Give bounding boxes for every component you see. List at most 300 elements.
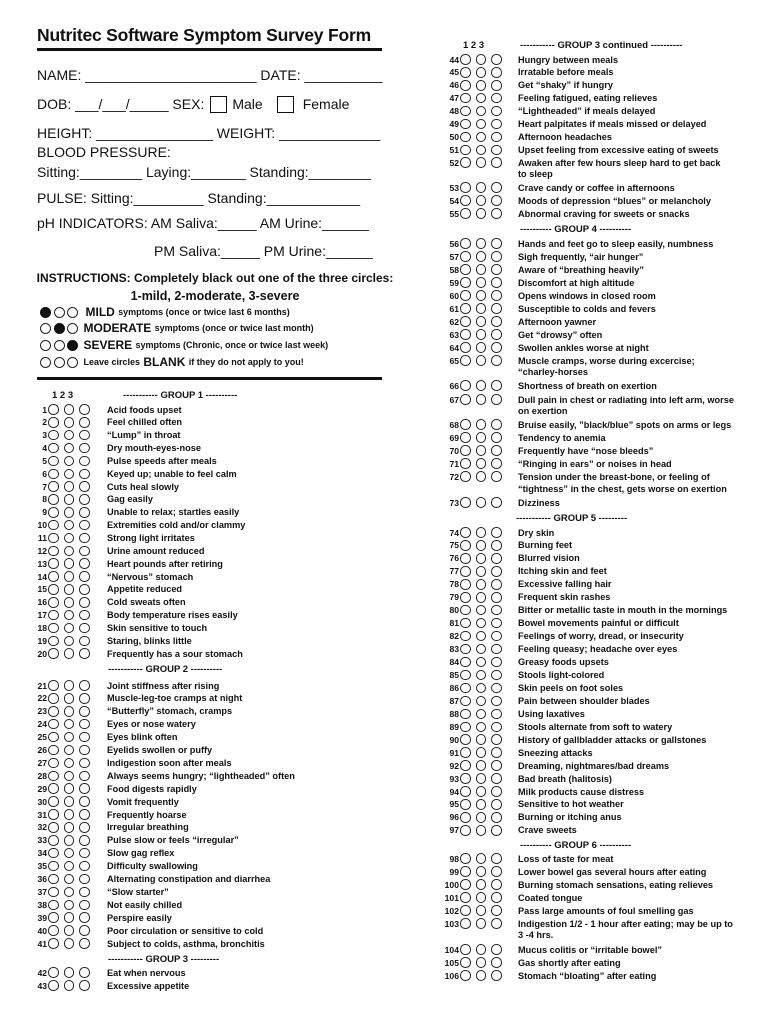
severity-1-radio[interactable]: [48, 520, 59, 531]
severity-2-radio[interactable]: [64, 558, 75, 569]
severity-1-radio[interactable]: [48, 597, 59, 608]
severity-3-radio[interactable]: [491, 445, 502, 456]
severity-1-radio[interactable]: [460, 182, 471, 193]
severity-3-radio[interactable]: [491, 355, 502, 366]
severity-1-radio[interactable]: [460, 644, 471, 655]
severity-1-radio[interactable]: [48, 783, 59, 794]
severity-1-radio[interactable]: [48, 443, 59, 454]
severity-1-radio[interactable]: [48, 494, 59, 505]
severity-1-radio[interactable]: [48, 809, 59, 820]
severity-1-radio[interactable]: [460, 553, 471, 564]
severity-1-radio[interactable]: [48, 584, 59, 595]
severity-3-radio[interactable]: [79, 456, 90, 467]
severity-2-radio[interactable]: [476, 631, 487, 642]
severity-3-radio[interactable]: [491, 329, 502, 340]
severity-1-radio[interactable]: [460, 380, 471, 391]
severity-1-radio[interactable]: [460, 722, 471, 733]
ph-pm-field[interactable]: PM Saliva:_____ PM Urine:______: [154, 243, 373, 259]
severity-3-radio[interactable]: [79, 507, 90, 518]
severity-1-radio[interactable]: [460, 394, 471, 405]
severity-3-radio[interactable]: [79, 771, 90, 782]
severity-2-radio[interactable]: [64, 546, 75, 557]
severity-2-radio[interactable]: [476, 683, 487, 694]
severity-1-radio[interactable]: [460, 303, 471, 314]
blood-pressure-field[interactable]: Sitting:________ Laying:_______ Standing:________: [37, 164, 371, 180]
severity-1-radio[interactable]: [460, 458, 471, 469]
severity-1-radio[interactable]: [460, 540, 471, 551]
severity-1-radio[interactable]: [48, 693, 59, 704]
severity-1-radio[interactable]: [48, 835, 59, 846]
severity-3-radio[interactable]: [79, 783, 90, 794]
severity-2-radio[interactable]: [64, 912, 75, 923]
severity-3-radio[interactable]: [79, 887, 90, 898]
severity-2-radio[interactable]: [64, 848, 75, 859]
severity-2-radio[interactable]: [64, 456, 75, 467]
severity-2-radio[interactable]: [476, 303, 487, 314]
severity-2-radio[interactable]: [476, 709, 487, 720]
severity-2-radio[interactable]: [476, 566, 487, 577]
severity-3-radio[interactable]: [79, 584, 90, 595]
severity-2-radio[interactable]: [476, 329, 487, 340]
severity-3-radio[interactable]: [79, 571, 90, 582]
severity-2-radio[interactable]: [64, 745, 75, 756]
severity-2-radio[interactable]: [64, 494, 75, 505]
severity-2-radio[interactable]: [476, 618, 487, 629]
severity-2-radio[interactable]: [476, 394, 487, 405]
severity-1-radio[interactable]: [48, 719, 59, 730]
severity-3-radio[interactable]: [491, 905, 502, 916]
severity-3-radio[interactable]: [491, 182, 502, 193]
severity-1-radio[interactable]: [48, 430, 59, 441]
severity-2-radio[interactable]: [64, 597, 75, 608]
severity-3-radio[interactable]: [491, 290, 502, 301]
male-checkbox[interactable]: [210, 96, 227, 113]
severity-2-radio[interactable]: [476, 106, 487, 117]
severity-1-radio[interactable]: [460, 355, 471, 366]
severity-3-radio[interactable]: [491, 918, 502, 929]
severity-2-radio[interactable]: [476, 182, 487, 193]
severity-1-radio[interactable]: [48, 745, 59, 756]
severity-3-radio[interactable]: [491, 825, 502, 836]
severity-1-radio[interactable]: [460, 670, 471, 681]
severity-2-radio[interactable]: [476, 696, 487, 707]
severity-2-radio[interactable]: [476, 905, 487, 916]
severity-3-radio[interactable]: [491, 631, 502, 642]
severity-3-radio[interactable]: [79, 822, 90, 833]
severity-2-radio[interactable]: [64, 481, 75, 492]
severity-1-radio[interactable]: [460, 734, 471, 745]
severity-3-radio[interactable]: [491, 773, 502, 784]
severity-2-radio[interactable]: [64, 520, 75, 531]
severity-3-radio[interactable]: [79, 417, 90, 428]
severity-1-radio[interactable]: [460, 119, 471, 130]
severity-2-radio[interactable]: [64, 900, 75, 911]
severity-2-radio[interactable]: [476, 157, 487, 168]
severity-1-radio[interactable]: [48, 648, 59, 659]
severity-2-radio[interactable]: [64, 887, 75, 898]
severity-2-radio[interactable]: [64, 822, 75, 833]
severity-2-radio[interactable]: [476, 251, 487, 262]
severity-1-radio[interactable]: [48, 507, 59, 518]
severity-3-radio[interactable]: [491, 106, 502, 117]
severity-3-radio[interactable]: [491, 722, 502, 733]
severity-1-radio[interactable]: [460, 106, 471, 117]
severity-2-radio[interactable]: [64, 874, 75, 885]
severity-1-radio[interactable]: [460, 696, 471, 707]
severity-2-radio[interactable]: [476, 80, 487, 91]
severity-2-radio[interactable]: [64, 584, 75, 595]
severity-2-radio[interactable]: [476, 644, 487, 655]
severity-3-radio[interactable]: [491, 892, 502, 903]
severity-1-radio[interactable]: [460, 471, 471, 482]
severity-1-radio[interactable]: [48, 900, 59, 911]
severity-3-radio[interactable]: [491, 251, 502, 262]
severity-1-radio[interactable]: [460, 812, 471, 823]
severity-3-radio[interactable]: [491, 786, 502, 797]
severity-3-radio[interactable]: [491, 458, 502, 469]
severity-2-radio[interactable]: [64, 938, 75, 949]
severity-2-radio[interactable]: [64, 719, 75, 730]
severity-1-radio[interactable]: [460, 799, 471, 810]
severity-3-radio[interactable]: [79, 706, 90, 717]
severity-1-radio[interactable]: [460, 527, 471, 538]
severity-1-radio[interactable]: [460, 657, 471, 668]
severity-2-radio[interactable]: [476, 145, 487, 156]
severity-1-radio[interactable]: [48, 796, 59, 807]
height-weight-field[interactable]: HEIGHT: _______________ WEIGHT: _____________: [37, 125, 381, 141]
severity-2-radio[interactable]: [64, 967, 75, 978]
severity-2-radio[interactable]: [476, 879, 487, 890]
severity-2-radio[interactable]: [64, 693, 75, 704]
severity-1-radio[interactable]: [460, 747, 471, 758]
severity-1-radio[interactable]: [48, 417, 59, 428]
severity-3-radio[interactable]: [491, 957, 502, 968]
severity-1-radio[interactable]: [48, 925, 59, 936]
severity-3-radio[interactable]: [79, 481, 90, 492]
severity-2-radio[interactable]: [64, 809, 75, 820]
severity-3-radio[interactable]: [491, 566, 502, 577]
female-checkbox[interactable]: [277, 96, 294, 113]
severity-3-radio[interactable]: [79, 912, 90, 923]
severity-3-radio[interactable]: [79, 967, 90, 978]
severity-2-radio[interactable]: [476, 238, 487, 249]
severity-3-radio[interactable]: [491, 734, 502, 745]
severity-2-radio[interactable]: [476, 471, 487, 482]
severity-1-radio[interactable]: [460, 786, 471, 797]
severity-3-radio[interactable]: [491, 54, 502, 65]
severity-1-radio[interactable]: [48, 771, 59, 782]
severity-3-radio[interactable]: [79, 533, 90, 544]
severity-2-radio[interactable]: [64, 417, 75, 428]
severity-2-radio[interactable]: [476, 54, 487, 65]
severity-2-radio[interactable]: [476, 527, 487, 538]
severity-3-radio[interactable]: [79, 980, 90, 991]
severity-3-radio[interactable]: [79, 874, 90, 885]
severity-3-radio[interactable]: [491, 799, 502, 810]
severity-1-radio[interactable]: [460, 944, 471, 955]
severity-3-radio[interactable]: [491, 145, 502, 156]
pulse-field[interactable]: PULSE: Sitting:_________ Standing:____________: [37, 190, 361, 206]
severity-2-radio[interactable]: [476, 342, 487, 353]
severity-2-radio[interactable]: [476, 432, 487, 443]
severity-3-radio[interactable]: [79, 745, 90, 756]
severity-1-radio[interactable]: [48, 533, 59, 544]
severity-2-radio[interactable]: [476, 773, 487, 784]
severity-2-radio[interactable]: [64, 404, 75, 415]
severity-1-radio[interactable]: [48, 758, 59, 769]
severity-1-radio[interactable]: [48, 938, 59, 949]
severity-1-radio[interactable]: [48, 610, 59, 621]
severity-3-radio[interactable]: [79, 648, 90, 659]
severity-1-radio[interactable]: [460, 879, 471, 890]
severity-3-radio[interactable]: [491, 605, 502, 616]
severity-1-radio[interactable]: [460, 957, 471, 968]
severity-3-radio[interactable]: [491, 696, 502, 707]
severity-2-radio[interactable]: [64, 610, 75, 621]
severity-2-radio[interactable]: [476, 734, 487, 745]
severity-3-radio[interactable]: [79, 758, 90, 769]
severity-1-radio[interactable]: [48, 456, 59, 467]
severity-1-radio[interactable]: [460, 80, 471, 91]
severity-1-radio[interactable]: [460, 618, 471, 629]
severity-1-radio[interactable]: [460, 93, 471, 104]
severity-3-radio[interactable]: [491, 592, 502, 603]
severity-2-radio[interactable]: [476, 957, 487, 968]
severity-1-radio[interactable]: [48, 706, 59, 717]
name-date-field[interactable]: NAME: ______________________ DATE: __________: [37, 67, 383, 83]
severity-2-radio[interactable]: [64, 732, 75, 743]
severity-2-radio[interactable]: [476, 670, 487, 681]
severity-2-radio[interactable]: [476, 290, 487, 301]
severity-2-radio[interactable]: [64, 835, 75, 846]
severity-3-radio[interactable]: [491, 970, 502, 981]
severity-3-radio[interactable]: [491, 342, 502, 353]
severity-2-radio[interactable]: [476, 93, 487, 104]
severity-2-radio[interactable]: [476, 825, 487, 836]
severity-3-radio[interactable]: [491, 579, 502, 590]
severity-3-radio[interactable]: [491, 238, 502, 249]
severity-3-radio[interactable]: [79, 680, 90, 691]
severity-2-radio[interactable]: [64, 980, 75, 991]
severity-2-radio[interactable]: [476, 657, 487, 668]
severity-2-radio[interactable]: [64, 783, 75, 794]
severity-2-radio[interactable]: [476, 722, 487, 733]
severity-2-radio[interactable]: [476, 497, 487, 508]
severity-2-radio[interactable]: [64, 861, 75, 872]
severity-3-radio[interactable]: [491, 683, 502, 694]
severity-1-radio[interactable]: [460, 866, 471, 877]
severity-1-radio[interactable]: [460, 970, 471, 981]
severity-3-radio[interactable]: [491, 644, 502, 655]
severity-3-radio[interactable]: [491, 760, 502, 771]
severity-1-radio[interactable]: [460, 905, 471, 916]
severity-2-radio[interactable]: [476, 605, 487, 616]
severity-3-radio[interactable]: [79, 558, 90, 569]
severity-1-radio[interactable]: [48, 404, 59, 415]
severity-2-radio[interactable]: [64, 571, 75, 582]
severity-3-radio[interactable]: [79, 732, 90, 743]
severity-2-radio[interactable]: [476, 445, 487, 456]
severity-2-radio[interactable]: [64, 430, 75, 441]
severity-1-radio[interactable]: [48, 848, 59, 859]
severity-3-radio[interactable]: [491, 303, 502, 314]
severity-2-radio[interactable]: [476, 918, 487, 929]
severity-2-radio[interactable]: [64, 796, 75, 807]
severity-3-radio[interactable]: [79, 861, 90, 872]
severity-2-radio[interactable]: [476, 853, 487, 864]
severity-3-radio[interactable]: [491, 471, 502, 482]
severity-1-radio[interactable]: [48, 967, 59, 978]
severity-2-radio[interactable]: [476, 579, 487, 590]
severity-2-radio[interactable]: [476, 208, 487, 219]
severity-1-radio[interactable]: [48, 558, 59, 569]
severity-2-radio[interactable]: [476, 866, 487, 877]
severity-3-radio[interactable]: [491, 419, 502, 430]
severity-3-radio[interactable]: [491, 670, 502, 681]
severity-1-radio[interactable]: [460, 892, 471, 903]
severity-2-radio[interactable]: [476, 132, 487, 143]
severity-3-radio[interactable]: [491, 812, 502, 823]
severity-1-radio[interactable]: [460, 432, 471, 443]
severity-1-radio[interactable]: [460, 290, 471, 301]
severity-3-radio[interactable]: [491, 944, 502, 955]
severity-1-radio[interactable]: [460, 238, 471, 249]
severity-3-radio[interactable]: [79, 693, 90, 704]
severity-1-radio[interactable]: [460, 760, 471, 771]
severity-3-radio[interactable]: [491, 553, 502, 564]
severity-2-radio[interactable]: [64, 533, 75, 544]
severity-1-radio[interactable]: [48, 469, 59, 480]
severity-1-radio[interactable]: [48, 623, 59, 634]
severity-3-radio[interactable]: [491, 657, 502, 668]
severity-3-radio[interactable]: [491, 709, 502, 720]
severity-2-radio[interactable]: [476, 67, 487, 78]
severity-2-radio[interactable]: [64, 623, 75, 634]
severity-3-radio[interactable]: [79, 546, 90, 557]
severity-1-radio[interactable]: [48, 680, 59, 691]
severity-3-radio[interactable]: [491, 747, 502, 758]
severity-1-radio[interactable]: [48, 874, 59, 885]
severity-2-radio[interactable]: [64, 469, 75, 480]
severity-1-radio[interactable]: [460, 54, 471, 65]
severity-3-radio[interactable]: [79, 443, 90, 454]
severity-1-radio[interactable]: [460, 132, 471, 143]
severity-1-radio[interactable]: [460, 605, 471, 616]
severity-1-radio[interactable]: [48, 481, 59, 492]
severity-3-radio[interactable]: [491, 853, 502, 864]
severity-1-radio[interactable]: [460, 918, 471, 929]
severity-3-radio[interactable]: [491, 80, 502, 91]
severity-3-radio[interactable]: [491, 540, 502, 551]
severity-2-radio[interactable]: [476, 380, 487, 391]
severity-2-radio[interactable]: [64, 507, 75, 518]
severity-3-radio[interactable]: [491, 93, 502, 104]
severity-3-radio[interactable]: [79, 938, 90, 949]
severity-1-radio[interactable]: [460, 67, 471, 78]
severity-3-radio[interactable]: [79, 430, 90, 441]
severity-1-radio[interactable]: [460, 853, 471, 864]
severity-3-radio[interactable]: [491, 380, 502, 391]
severity-3-radio[interactable]: [79, 469, 90, 480]
severity-1-radio[interactable]: [460, 773, 471, 784]
severity-2-radio[interactable]: [64, 771, 75, 782]
severity-3-radio[interactable]: [491, 157, 502, 168]
severity-2-radio[interactable]: [476, 195, 487, 206]
severity-2-radio[interactable]: [476, 458, 487, 469]
severity-2-radio[interactable]: [64, 706, 75, 717]
severity-3-radio[interactable]: [491, 879, 502, 890]
severity-1-radio[interactable]: [460, 157, 471, 168]
severity-3-radio[interactable]: [491, 618, 502, 629]
severity-1-radio[interactable]: [460, 419, 471, 430]
severity-3-radio[interactable]: [491, 67, 502, 78]
severity-3-radio[interactable]: [79, 848, 90, 859]
severity-1-radio[interactable]: [460, 277, 471, 288]
severity-3-radio[interactable]: [79, 520, 90, 531]
ph-am-field[interactable]: pH INDICATORS: AM Saliva:_____ AM Urine:______: [37, 215, 369, 231]
severity-1-radio[interactable]: [460, 145, 471, 156]
severity-2-radio[interactable]: [64, 758, 75, 769]
severity-3-radio[interactable]: [491, 119, 502, 130]
severity-1-radio[interactable]: [460, 592, 471, 603]
severity-1-radio[interactable]: [460, 631, 471, 642]
severity-2-radio[interactable]: [476, 316, 487, 327]
severity-1-radio[interactable]: [460, 825, 471, 836]
severity-2-radio[interactable]: [476, 892, 487, 903]
severity-3-radio[interactable]: [491, 866, 502, 877]
severity-3-radio[interactable]: [491, 432, 502, 443]
severity-2-radio[interactable]: [64, 636, 75, 647]
severity-3-radio[interactable]: [491, 316, 502, 327]
severity-1-radio[interactable]: [48, 636, 59, 647]
severity-1-radio[interactable]: [48, 887, 59, 898]
severity-3-radio[interactable]: [79, 809, 90, 820]
severity-1-radio[interactable]: [48, 571, 59, 582]
severity-1-radio[interactable]: [460, 342, 471, 353]
severity-2-radio[interactable]: [476, 970, 487, 981]
severity-3-radio[interactable]: [79, 636, 90, 647]
severity-3-radio[interactable]: [79, 404, 90, 415]
severity-3-radio[interactable]: [79, 900, 90, 911]
severity-1-radio[interactable]: [48, 546, 59, 557]
severity-3-radio[interactable]: [491, 527, 502, 538]
severity-1-radio[interactable]: [460, 329, 471, 340]
severity-3-radio[interactable]: [79, 610, 90, 621]
severity-1-radio[interactable]: [48, 861, 59, 872]
severity-2-radio[interactable]: [476, 540, 487, 551]
severity-2-radio[interactable]: [476, 419, 487, 430]
severity-2-radio[interactable]: [476, 264, 487, 275]
severity-3-radio[interactable]: [491, 264, 502, 275]
severity-1-radio[interactable]: [460, 264, 471, 275]
severity-2-radio[interactable]: [476, 944, 487, 955]
severity-1-radio[interactable]: [460, 683, 471, 694]
severity-3-radio[interactable]: [491, 394, 502, 405]
severity-2-radio[interactable]: [476, 553, 487, 564]
severity-2-radio[interactable]: [64, 443, 75, 454]
severity-3-radio[interactable]: [79, 925, 90, 936]
severity-2-radio[interactable]: [476, 760, 487, 771]
severity-2-radio[interactable]: [476, 786, 487, 797]
severity-1-radio[interactable]: [460, 497, 471, 508]
severity-1-radio[interactable]: [48, 912, 59, 923]
severity-2-radio[interactable]: [476, 799, 487, 810]
severity-1-radio[interactable]: [48, 732, 59, 743]
severity-1-radio[interactable]: [460, 251, 471, 262]
severity-2-radio[interactable]: [476, 747, 487, 758]
severity-3-radio[interactable]: [491, 497, 502, 508]
severity-3-radio[interactable]: [79, 796, 90, 807]
